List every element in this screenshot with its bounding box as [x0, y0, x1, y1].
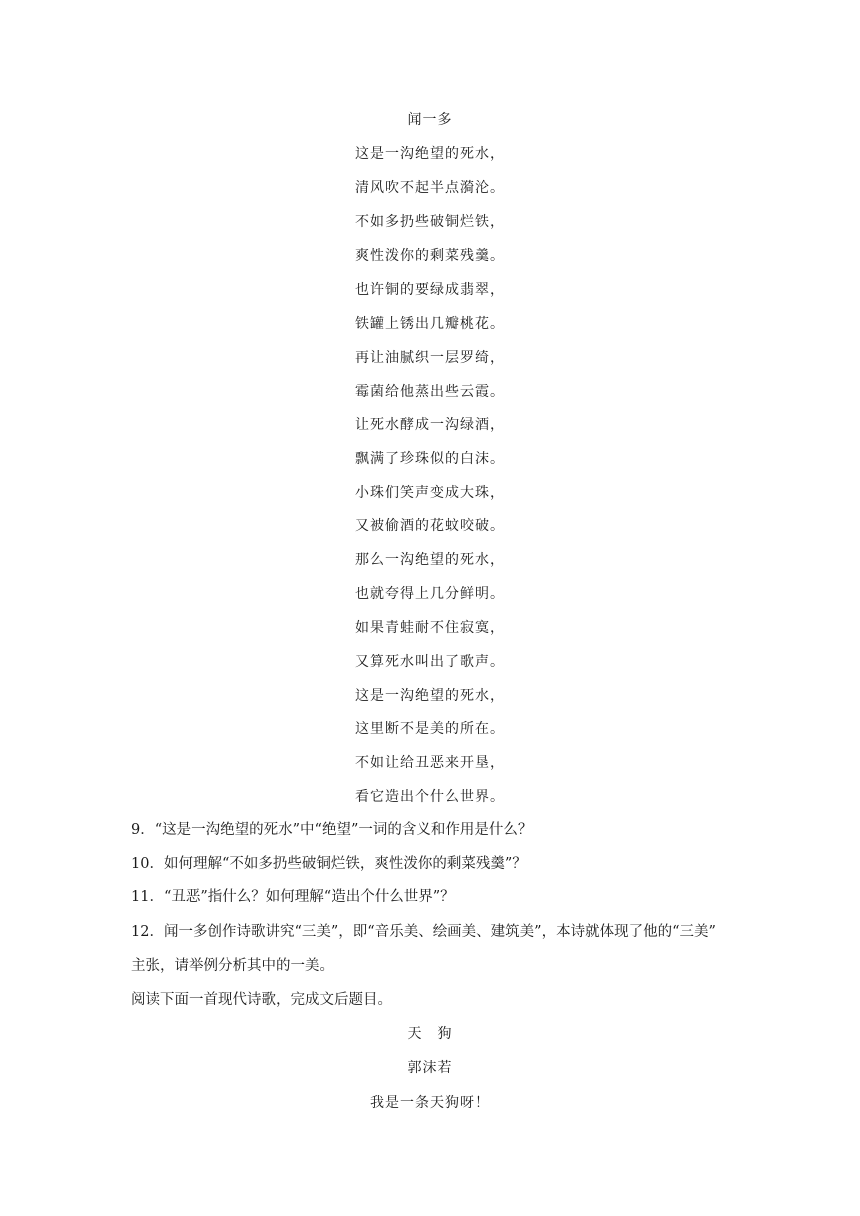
poem-line: 不如让给丑恶来开垦，	[355, 755, 505, 771]
poem-line: 如果青蛙耐不住寂寞，	[355, 620, 505, 636]
poem-line: 铁罐上锈出几瓣桃花。	[355, 316, 505, 332]
poem-line: 再让油腻织一层罗绮，	[355, 350, 505, 366]
poem-line: 小珠们笑声变成大珠，	[355, 485, 505, 501]
poem-line: 也就夸得上几分鲜明。	[355, 586, 505, 602]
poem-line: 这是一沟绝望的死水，	[355, 146, 505, 162]
poem-line: 也许铜的要绿成翡翠，	[355, 282, 505, 298]
poem-line: 不如多扔些破铜烂铁，	[355, 214, 505, 230]
question-12-continued: 主张，请举例分析其中的一美。	[131, 958, 334, 974]
poem-line: 让死水酵成一沟绿酒，	[355, 417, 505, 433]
poem-line: 又被偷酒的花蚊咬破。	[355, 518, 505, 534]
poem-line: 看它造出个什么世界。	[355, 789, 505, 805]
question-11: 11．“丑恶”指什么？如何理解“造出个什么世界”？	[131, 889, 455, 905]
poem-line: 那么一沟绝望的死水，	[355, 552, 505, 568]
poem-line: 又算死水叫出了歌声。	[355, 654, 505, 670]
question-10: 10．如何理解“不如多扔些破铜烂铁，爽性泼你的剩菜残羹”？	[131, 856, 527, 872]
poem-line: 清风吹不起半点漪沦。	[355, 180, 505, 196]
poem-title: 天 狗	[407, 1026, 453, 1042]
poem-line: 这是一沟绝望的死水，	[355, 688, 505, 704]
poem-author: 闻一多	[407, 112, 453, 128]
poem-line: 爽性泼你的剩菜残羹。	[355, 248, 505, 264]
question-12: 12．闻一多创作诗歌讲究“三美”，即“音乐美、绘画美、建筑美”，本诗就体现了他的“三美”	[131, 924, 716, 940]
reading-instruction: 阅读下面一首现代诗歌，完成文后题目。	[131, 992, 392, 1008]
poem-author: 郭沫若	[407, 1060, 453, 1076]
poem-line: 霉菌给他蒸出些云霞。	[355, 384, 505, 400]
poem-line: 我是一条天狗呀！	[370, 1095, 490, 1111]
question-9: 9．“这是一沟绝望的死水”中“绝望”一词的含义和作用是什么？	[131, 822, 533, 838]
poem-line: 飘满了珍珠似的白沫。	[355, 451, 505, 467]
poem-line: 这里断不是美的所在。	[355, 721, 505, 737]
